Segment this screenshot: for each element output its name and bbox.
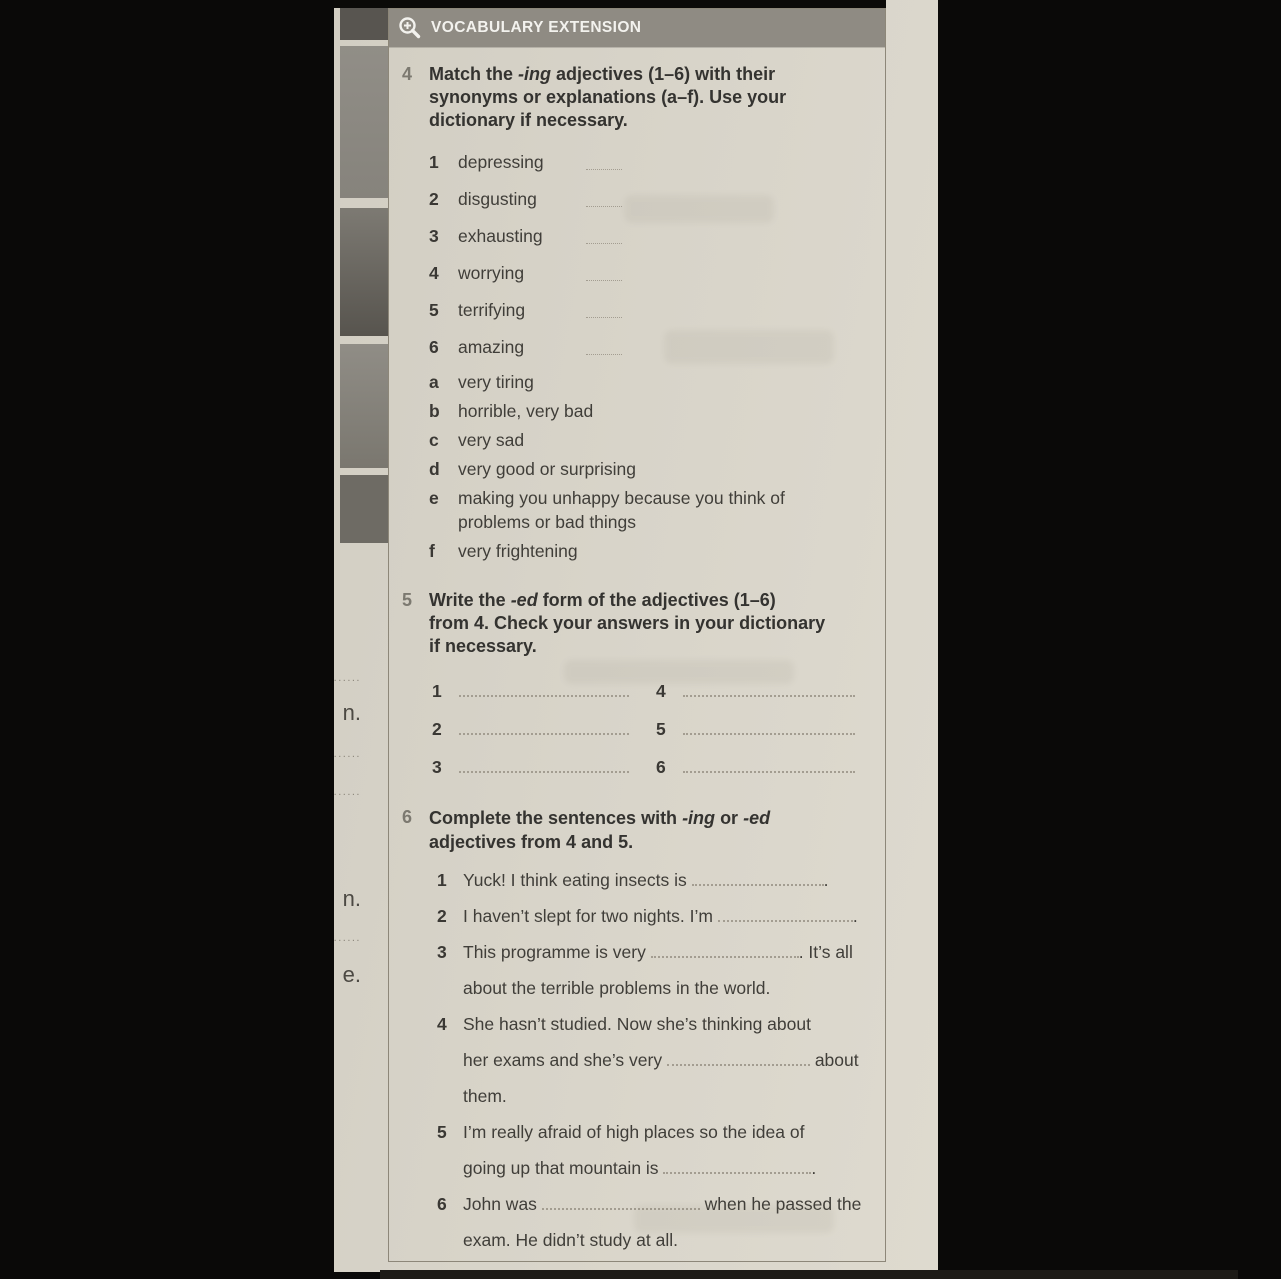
exercise-6-sentences (389, 862, 885, 1258)
sentence-item (389, 862, 885, 898)
sentence-line (463, 970, 885, 1006)
text-run: Write the (429, 590, 511, 610)
title-line (429, 86, 786, 109)
answer-blank (663, 1157, 811, 1174)
adjective-word: worrying (458, 263, 525, 283)
text-run: when he passed the (699, 1194, 862, 1214)
item-number: 1 (437, 870, 447, 890)
answer-blank (459, 718, 629, 735)
sentence-line (463, 1006, 885, 1042)
text-run: She hasn’t studied. Now she’s thinking about (463, 1014, 811, 1034)
sentence-line (463, 934, 885, 970)
text-run: -ed (510, 590, 538, 610)
text-run: adjectives (1–6) with their (551, 64, 776, 84)
exercise-5-answer-grid (389, 672, 885, 786)
text-run: . (811, 1158, 817, 1178)
option-letter: d (429, 459, 440, 479)
item-number: 3 (429, 226, 439, 246)
answer-blank (586, 228, 622, 244)
item-number: 3 (432, 757, 442, 777)
text-run: form of the adjectives (1–6) (537, 590, 776, 610)
matching-option (389, 486, 885, 534)
section-header (389, 9, 885, 47)
sentence-line (463, 1042, 885, 1078)
text-run: -ing (518, 64, 552, 84)
item-number: 6 (656, 757, 666, 777)
matching-item (389, 292, 885, 329)
matching-option (389, 399, 885, 423)
text-run: about (809, 1050, 859, 1070)
sentence-lines (463, 934, 885, 1006)
sentence-lines (463, 898, 885, 934)
item-number: 3 (437, 942, 447, 962)
text-run: This programme is very (463, 942, 651, 962)
sentence-line (463, 898, 885, 934)
cut-text-fragment: ...... (333, 932, 361, 944)
exercise-5-number: 5 (402, 590, 413, 610)
page-showthrough-smudge (664, 330, 834, 364)
matching-option (389, 370, 885, 394)
exercise-5-title (429, 589, 825, 658)
item-number: 2 (429, 189, 439, 209)
text-run: Match the (429, 64, 519, 84)
cut-text-fragments (334, 0, 362, 1272)
text-run: dictionary if necessary. (429, 110, 628, 130)
matching-option (389, 539, 885, 563)
title-line (429, 635, 825, 658)
option-text: making you unhappy because you think of problems or bad things (458, 488, 785, 532)
option-letter: e (429, 488, 439, 508)
answer-row (389, 710, 885, 748)
cut-text-fragment: n. (342, 886, 361, 911)
sentence-line (463, 1114, 885, 1150)
adjective-word: terrifying (458, 300, 526, 320)
option-text: very sad (458, 430, 525, 450)
option-letter: c (429, 430, 439, 450)
answer-blank (683, 756, 855, 773)
answer-blank (667, 1049, 810, 1066)
magnifier-plus-icon (397, 15, 424, 42)
item-number: 4 (656, 681, 666, 701)
text-run: about the terrible problems in the world. (463, 978, 771, 998)
option-letter: a (429, 372, 439, 392)
answer-blank (586, 265, 622, 281)
exercise-4-number: 4 (402, 64, 413, 84)
answer-blank (586, 191, 622, 207)
matching-option (389, 457, 885, 481)
title-line (429, 589, 825, 612)
item-number: 4 (437, 1014, 447, 1034)
page-showthrough-smudge (624, 195, 774, 223)
text-run: from 4. Check your answers in your dictionary (429, 613, 826, 633)
text-run: Yuck! I think eating insects is (463, 870, 692, 890)
sentence-line (463, 1078, 885, 1114)
option-text: very tiring (458, 372, 534, 392)
exercise-4-title (429, 63, 786, 132)
matching-option (389, 428, 885, 452)
text-run: -ing (682, 808, 716, 828)
answer-blank (718, 905, 853, 922)
text-run: I’m really afraid of high places so the idea of (463, 1122, 805, 1142)
matching-item (389, 255, 885, 292)
text-run: her exams and she’s very (463, 1050, 667, 1070)
text-run: -ed (743, 808, 771, 828)
page-showthrough-smudge (634, 1205, 834, 1233)
matching-item (389, 144, 885, 181)
item-number: 1 (432, 681, 442, 701)
item-number: 1 (429, 152, 439, 172)
text-run: I haven’t slept for two nights. I’m (463, 906, 718, 926)
answer-blank (586, 154, 622, 170)
answer-blank (692, 869, 824, 886)
answer-blank (586, 339, 622, 355)
sentence-lines (463, 1006, 885, 1114)
item-number: 2 (437, 906, 447, 926)
exercise-4-matching-options (389, 370, 885, 563)
answer-blank (683, 718, 855, 735)
title-line (429, 109, 786, 132)
text-run: . (852, 906, 858, 926)
exercise-5-header (402, 589, 885, 658)
sentence-item (389, 898, 885, 934)
text-run: . It’s all (798, 942, 853, 962)
page-showthrough-smudge (564, 660, 794, 684)
text-run: exam. He didn’t study at all. (463, 1230, 678, 1250)
adjective-word: amazing (458, 337, 525, 357)
text-run: if necessary. (429, 636, 537, 656)
page-top-shadow (334, 0, 886, 8)
sentence-lines (463, 862, 885, 898)
text-run: Complete the sentences with (429, 808, 683, 828)
text-run: or (715, 808, 744, 828)
sentence-item (389, 934, 885, 1006)
text-run: . (823, 870, 829, 890)
sentence-item (389, 1114, 885, 1186)
matching-item (389, 218, 885, 255)
cut-text-fragment: n. (342, 700, 361, 725)
answer-blank (586, 302, 622, 318)
sentence-item (389, 1006, 885, 1114)
sentence-lines (463, 1114, 885, 1186)
sentence-line (463, 1150, 885, 1186)
text-run: them. (463, 1086, 507, 1106)
answer-blank (459, 756, 629, 773)
cut-text-fragment: ...... (333, 672, 361, 684)
option-text: very good or surprising (458, 459, 636, 479)
item-number: 6 (429, 337, 439, 357)
adjective-word: depressing (458, 152, 544, 172)
option-letter: b (429, 401, 440, 421)
answer-blank (651, 941, 799, 958)
sentence-line (463, 862, 885, 898)
workbook-page (334, 0, 938, 1272)
exercise-6-number: 6 (402, 807, 413, 827)
exercise-4-header (402, 63, 885, 132)
title-line (429, 63, 786, 86)
exercise-6-title (429, 806, 770, 854)
section-title: VOCABULARY EXTENSION (431, 19, 642, 36)
option-text: horrible, very bad (458, 401, 594, 421)
title-line (429, 830, 770, 854)
cut-text-fragment: ...... (333, 748, 361, 760)
item-number: 5 (429, 300, 439, 320)
text-run: adjectives from 4 and 5. (429, 832, 634, 852)
option-text: very frightening (458, 541, 578, 561)
item-number: 4 (429, 263, 439, 283)
cut-text-fragment: ...... (333, 786, 361, 798)
item-number: 2 (432, 719, 442, 739)
text-run: John was (463, 1194, 542, 1214)
photo-bottom-edge (380, 1270, 1238, 1279)
exercise-6-header (402, 806, 885, 854)
adjective-word: disgusting (458, 189, 537, 209)
cut-text-fragment: e. (342, 962, 361, 987)
title-line (429, 806, 770, 830)
adjective-word: exhausting (458, 226, 543, 246)
answer-row (389, 748, 885, 786)
text-run: synonyms or explanations (a–f). Use your (429, 87, 787, 107)
item-number: 5 (437, 1122, 447, 1142)
option-letter: f (429, 541, 435, 561)
title-line (429, 612, 825, 635)
item-number: 6 (437, 1194, 447, 1214)
item-number: 5 (656, 719, 666, 739)
text-run: going up that mountain is (463, 1158, 664, 1178)
